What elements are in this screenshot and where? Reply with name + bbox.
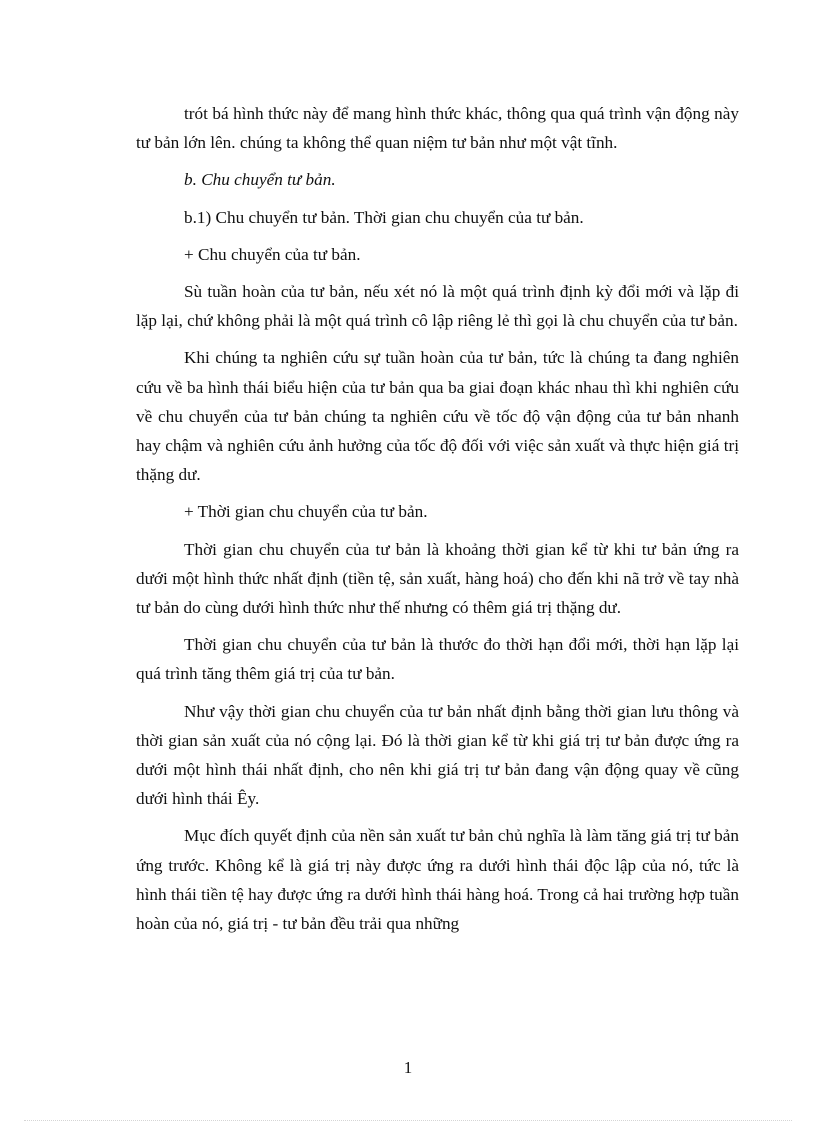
paragraph: Như vậy thời gian chu chuyển của tư bản nhất định bằng thời gian lưu thông và thời gian sản xuất của nó cộng lại. Đó là thời gian kể từ khi giá trị tư bản được ứng ra dưới một hình thái nhất định, cho nên khi giá trị tư bản đang vận động quay về cũng dưới hình thái Êy. bbox=[136, 701, 739, 809]
bullet-heading: + Chu chuyển của tư bản. bbox=[184, 244, 361, 264]
body-text bbox=[136, 99, 739, 946]
paragraph: Khi chúng ta nghiên cứu sự tuần hoàn của tư bản, tức là chúng ta đang nghiên cứu về ba hình thái biểu hiện của tư bản qua ba giai đoạn khác nhau thì khi nghiên cứu về chu chuyển của tư bản chúng ta nghiên cứu về tốc độ vận động của tư bản nhanh hay chậm và nghiên cứu ảnh hưởng của tốc độ đối với việc sản xuất và thực hiện giá trị thặng dư. bbox=[136, 348, 739, 485]
bullet-heading: + Thời gian chu chuyển của tư bản. bbox=[184, 502, 428, 522]
page-bottom-divider bbox=[24, 1120, 792, 1121]
paragraph: Sù tuần hoàn của tư bản, nếu xét nó là một quá trình định kỳ đổi mới và lặp đi lặp lại, chứ không phải là một quá trình cô lập riêng lẻ thì gọi là chu chuyển của tư bản. bbox=[136, 282, 739, 331]
section-heading: b. Chu chuyển tư bản. bbox=[184, 170, 336, 190]
paragraph: Thời gian chu chuyển của tư bản là thước đo thời hạn đổi mới, thời hạn lặp lại quá trình tăng thêm giá trị của tư bản. bbox=[136, 635, 739, 684]
subsection-heading: b.1) Chu chuyển tư bản. Thời gian chu chuyển của tư bản. bbox=[184, 207, 584, 227]
paragraph-continuation: trót bá hình thức này để mang hình thức khác, thông qua quá trình vận động này tư bản lớn lên. chúng ta không thể quan niệm tư bản như một vật tĩnh. bbox=[136, 104, 739, 153]
paragraph: Thời gian chu chuyển của tư bản là khoảng thời gian kể từ khi tư bản ứng ra dưới một hình thức nhất định (tiền tệ, sản xuất, hàng hoá) cho đến khi nã trở về tay nhà tư bản do cùng dưới hình thức như thế nhưng có thêm giá trị thặng dư. bbox=[136, 539, 739, 618]
paragraph: Mục đích quyết định của nền sản xuất tư bản chủ nghĩa là làm tăng giá trị tư bản ứng trước. Không kể là giá trị này được ứng ra dưới hình thái độc lập của nó, tức là hình thái tiền tệ hay được ứng ra dưới hình thái hàng hoá. Trong cả hai trường hợp tuần hoàn của nó, giá trị - tư bản đều trải qua những bbox=[136, 826, 739, 934]
page-number: 1 bbox=[403, 1058, 413, 1077]
